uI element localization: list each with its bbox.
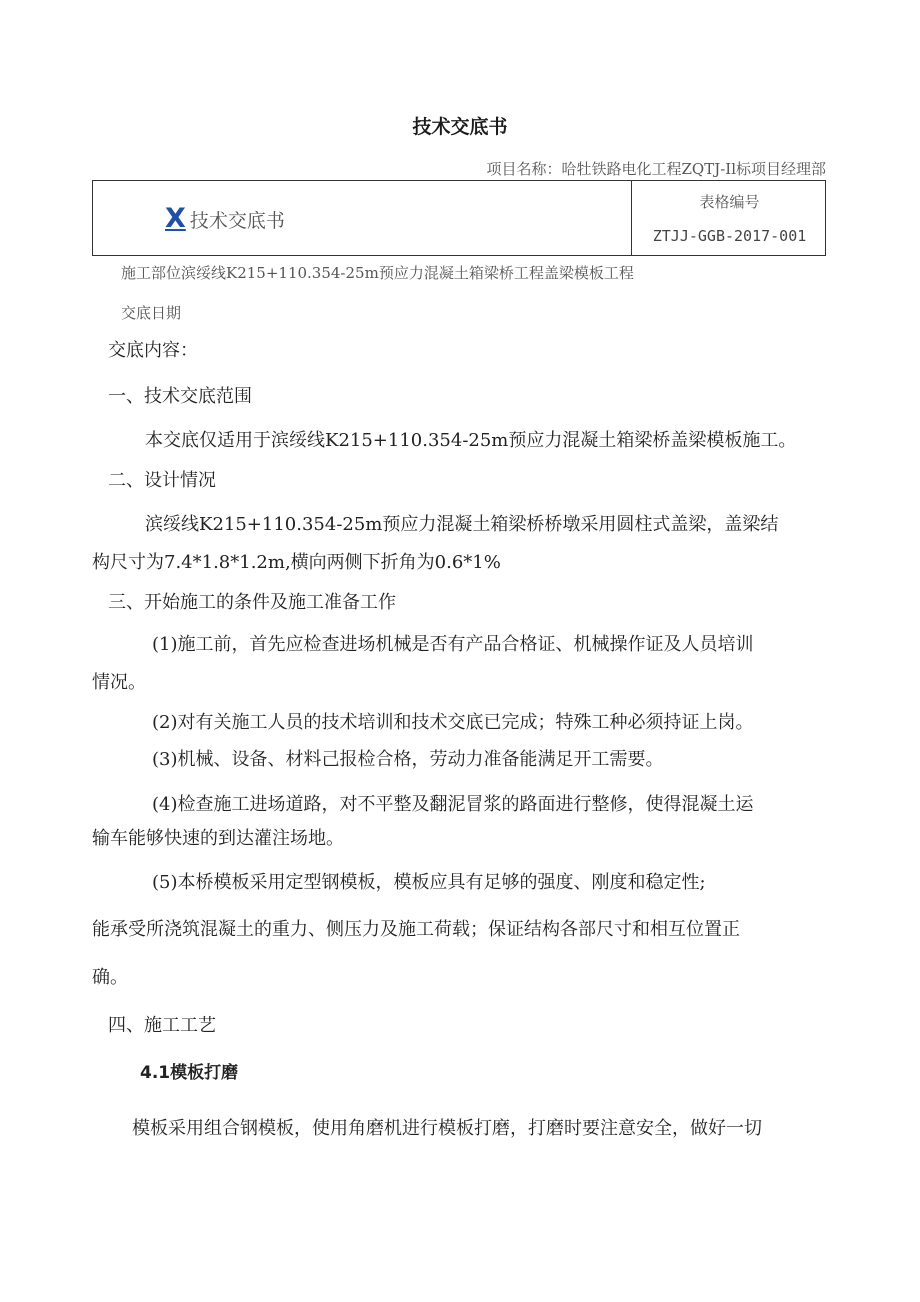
construction-site: 施工部位滨绥线K215+110.354-25m预应力混凝土箱梁桥工程盖梁模板工程 — [121, 264, 634, 282]
doc-type-cell — [165, 203, 285, 234]
section-3-item-5-line3: 确。 — [92, 967, 128, 988]
section-3-item-1-line2: 情况。 — [92, 672, 146, 693]
document-title: 技术交底书 — [412, 116, 508, 138]
handover-date-label: 交底日期 — [121, 304, 182, 322]
section-3-item-4-line2: 输车能够快速的到达灌注场地。 — [92, 828, 344, 849]
section-3-item-2: (2)对有关施工人员的技术培训和技术交底已完成；特殊工种必须持证上岗。 — [152, 712, 754, 733]
content-label: 交底内容： — [108, 340, 198, 361]
header-table — [92, 180, 826, 256]
section-1-text: 本交底仅适用于滨绥线K215+110.354-25m预应力混凝土箱梁桥盖梁模板施工。 — [145, 430, 797, 451]
section-3-item-4-line1: (4)检查施工进场道路，对不平整及翻泥冒浆的路面进行整修，使得混凝土运 — [152, 794, 754, 815]
section-4-heading: 四、施工工艺 — [108, 1015, 216, 1036]
section-3-heading: 三、开始施工的条件及施工准备工作 — [108, 592, 396, 613]
section-3-item-3: (3)机械、设备、材料己报检合格，劳动力准备能满足开工需要。 — [152, 749, 664, 770]
doc-type-label: 技术交底书 — [189, 210, 285, 232]
section-4-1-heading: 4.1模板打磨 — [140, 1063, 239, 1083]
form-number-label: 表格编号 — [699, 193, 760, 211]
section-2-heading: 二、设计情况 — [108, 470, 216, 491]
section-2-text-line1: 滨绥线K215+110.354-25m预应力混凝土箱梁桥桥墩采用圆柱式盖梁，盖梁结 — [145, 514, 779, 535]
section-3-item-5-line2: 能承受所浇筑混凝土的重力、侧压力及施工荷载；保证结构各部尺寸和相互位置正 — [92, 919, 740, 940]
section-1-heading: 一、技术交底范围 — [108, 386, 252, 407]
section-3-item-5-line1: (5)本桥模板采用定型钢模板，模板应具有足够的强度、刚度和稳定性; — [152, 872, 706, 893]
section-3-item-1-line1: (1)施工前，首先应检查进场机械是否有产品合格证、机械操作证及人员培训 — [152, 634, 754, 655]
project-name: 项目名称：哈牡铁路电化工程ZQTJ-Il标项目经理部 — [486, 160, 826, 178]
form-number-value: ZTJJ-GGB-2017-001 — [652, 227, 807, 245]
doc-mark: X — [165, 203, 186, 234]
section-2-text-line2: 构尺寸为7.4*1.8*1.2m,横向两侧下折角为0.6*1% — [92, 552, 501, 573]
section-4-1-text: 模板采用组合钢模板，使用角磨机进行模板打磨，打磨时要注意安全，做好一切 — [132, 1118, 762, 1139]
